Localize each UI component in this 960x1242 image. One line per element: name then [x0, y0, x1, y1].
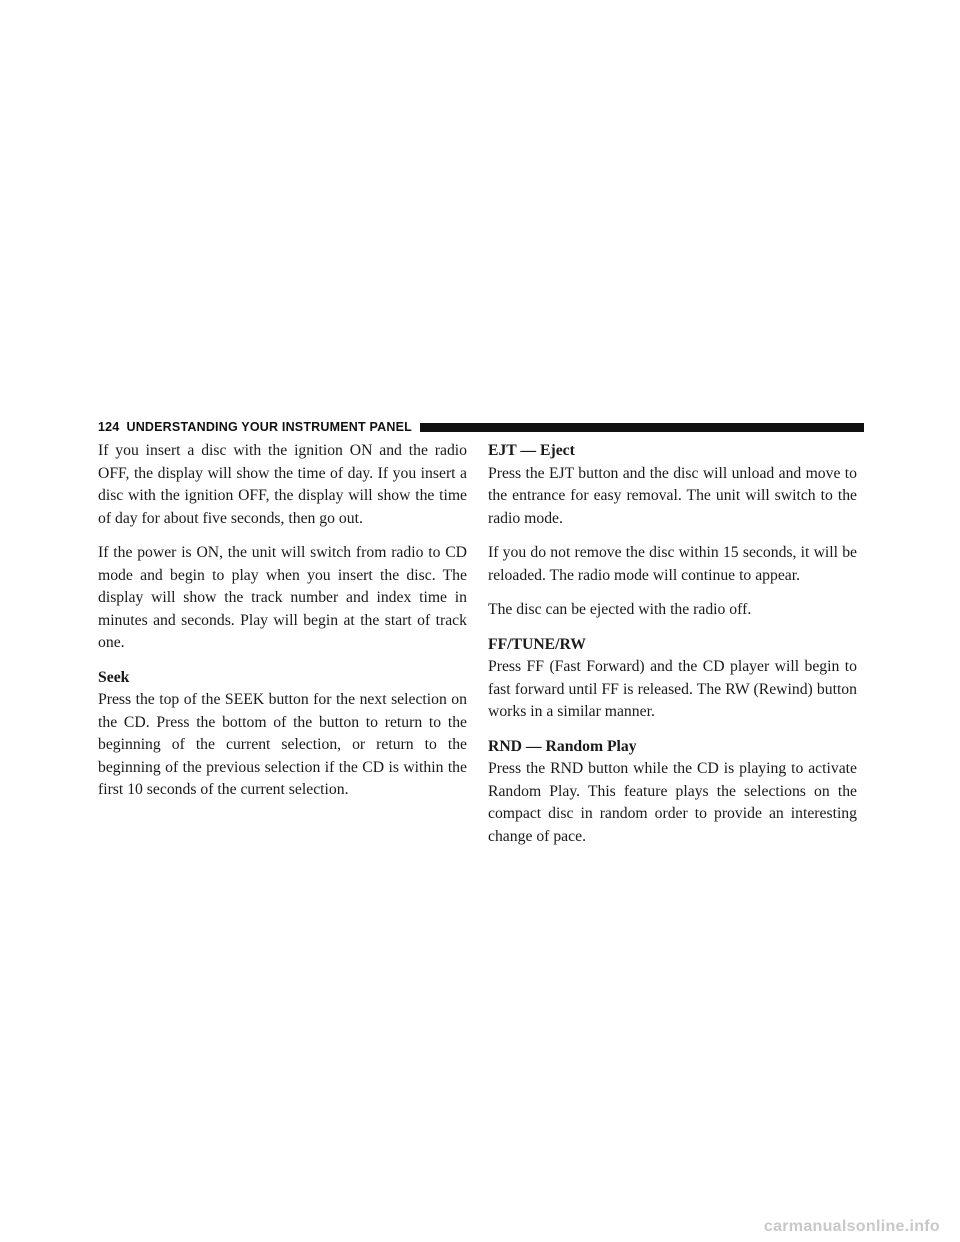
paragraph-ff-tune-rw: Press FF (Fast Forward) and the CD player will begin to fast forward until FF is released. The RW (Rewind) button works in a similar manner. [488, 658, 857, 720]
heading-eject: EJT — Eject [488, 442, 575, 459]
heading-seek: Seek [98, 668, 130, 686]
section-title: UNDERSTANDING YOUR INSTRUMENT PANEL [126, 420, 412, 434]
page-number: 124 [98, 420, 120, 434]
left-column [98, 440, 467, 814]
paragraph-eject: Press the EJT button and the disc will unload and move to the entrance for easy removal. The unit will switch to the radio mode. [488, 464, 857, 527]
right-column [488, 440, 857, 860]
paragraph-eject-radio-off: The disc can be ejected with the radio off. [488, 601, 752, 618]
paragraph-disc-insert: If you insert a disc with the ignition ON and the radio OFF, the display will show the time of day. If you insert a disc with the ignition OFF, the display will show the time of day for about five seconds, then go out. [98, 442, 467, 527]
paragraph-seek: Press the top of the SEEK button for the next selection on the CD. Press the bottom of the button to return to the beginning of the current selection, or return to the beginning of the previous selection if the CD is within the first 10 seconds of the current selection. [98, 691, 467, 798]
watermark: carmanualsonline.info [763, 1218, 940, 1235]
paragraph-random-play: Press the RND button while the CD is playing to activate Random Play. This feature plays the selections on the compact disc in random order to provide an interesting change of pace. [488, 760, 857, 845]
heading-random-play: RND — Random Play [488, 737, 637, 755]
page-header [98, 417, 864, 437]
paragraph-eject-reload: If you do not remove the disc within 15 seconds, it will be reloaded. The radio mode will continue to appear. [488, 544, 857, 584]
header-rule [420, 423, 864, 432]
paragraph-power-on: If the power is ON, the unit will switch from radio to CD mode and begin to play when you insert the disc. The display will show the track number and index time in minutes and seconds. Play will begin at the start of track one. [98, 544, 467, 651]
heading-ff-tune-rw: FF/TUNE/RW [488, 635, 586, 653]
